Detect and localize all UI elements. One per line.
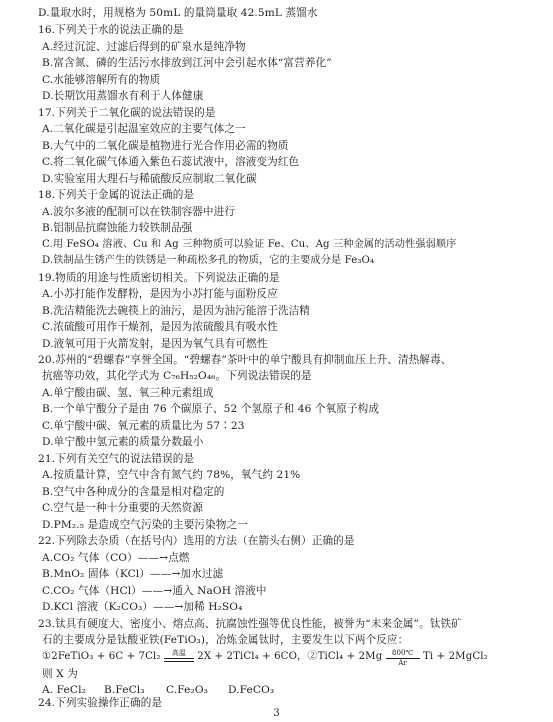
condition-2-bottom: Ar — [398, 659, 407, 667]
question-22: 22.下列除去杂质（在括号内）选用的方法（在箭头右侧）正确的是 — [38, 535, 355, 547]
reaction-arrow-1 — [164, 650, 194, 662]
option-20d: D.单宁酸中氢元素的质量分数最小 — [42, 436, 204, 448]
option-19d: D.液氧可用于火箭发射，是因为氧气具有可燃性 — [42, 338, 268, 350]
option-21d: D.PM₂.₅ 是造成空气污染的主要污染物之一 — [42, 519, 248, 531]
option-20c: C.单宁酸中碳、氧元素的质量比为 57∶23 — [42, 420, 245, 432]
options-23 — [42, 683, 531, 697]
option-23a: A. FeCl₂ — [42, 684, 86, 696]
option-23c: C.Fe₂O₃ — [166, 684, 209, 696]
option-19b: B.洗洁精能洗去碗筷上的油污，是因为油污能溶于洗洁精 — [42, 305, 310, 317]
question-16: 16.下列关于水的说法正确的是 — [38, 24, 184, 36]
question-21: 21.下列有关空气的说法错误的是 — [38, 453, 195, 465]
option-16b: B.富含氮、磷的生活污水排放到江河中会引起水体“富营养化” — [42, 57, 332, 69]
question-23-cont: 石的主要成分是钛酸亚铁(FeTiO₃)，冶炼金属钛时，主要发生以下两个反应： — [42, 634, 409, 646]
option-19c: C.浓硫酸可用作干燥剂，是因为浓硫酸具有吸水性 — [42, 321, 278, 333]
question-23: 23.钛具有硬度大、密度小、熔点高、抗腐蚀性强等优良性能，被誉为“未来金属”。钛铁矿 — [38, 618, 462, 630]
option-22b: B.MnO₂ 固体（KCl）——→加水过滤 — [42, 568, 224, 580]
option-21a: A.按质量计算，空气中含有氮气约 78%，氧气约 21% — [42, 469, 301, 481]
option-23b: B.FeCl₃ — [104, 684, 145, 696]
option-18d: D.铁制品生锈产生的铁锈是一种疏松多孔的物质，它的主要成分是 Fe₃O₄ — [42, 255, 375, 266]
option-17d: D.实验室用大理石与稀硫酸反应制取二氧化碳 — [42, 173, 257, 185]
option-21c: C.空气是一种十分重要的天然资源 — [42, 502, 204, 514]
question-20: 20.苏州的“碧螺春”享誉全国。“碧螺春”茶叶中的单宁酸具有抑制血压上升、清热解毒、 — [38, 354, 452, 366]
reaction-equations — [42, 650, 531, 667]
equation-part-2: 2X + 2TiCl₄ + 6CO，②TiCl₄ + 2Mg — [197, 651, 383, 662]
option-16c: C.水能够溶解所有的物质 — [42, 74, 161, 86]
question-24: 24.下列实验操作正确的是 — [38, 697, 163, 709]
condition-1: 高温 — [171, 649, 187, 657]
equation-part-1: ①2FeTiO₃ + 6C + 7Cl₂ — [42, 651, 161, 662]
question-18: 18.下列关于金属的说法正确的是 — [38, 189, 195, 201]
option-19a: A.小苏打能作发酵粉，是因为小苏打能与面粉反应 — [42, 288, 278, 300]
option-17a: A.二氧化碳是引起温室效应的主要气体之一 — [42, 123, 246, 135]
option-18c: C.用 FeSO₄ 溶液、Cu 和 Ag 三种物质可以验证 Fe、Cu、Ag 三种金属的活动性强弱顺序 — [42, 239, 457, 250]
option-17c: C.将二氧化碳气体通入紫色石蕊试液中，溶液变为红色 — [42, 156, 300, 168]
option-16a: A.经过沉淀、过滤后得到的矿泉水是纯净物 — [42, 41, 246, 53]
option-21b: B.空气中各种成分的含量是相对稳定的 — [42, 486, 225, 498]
option-17b: B.大气中的二氧化碳是植物进行光合作用必需的物质 — [42, 140, 289, 152]
option-20b: B.一个单宁酸分子是由 76 个碳原子、52 个氢原子和 46 个氧原子构成 — [42, 403, 380, 415]
equation-part-3: Ti + 2MgCl₂ — [423, 651, 488, 662]
option-16d: D.长期饮用蒸馏水有利于人体健康 — [42, 90, 204, 102]
option-22c: C.CO₂ 气体（HCl）——→通入 NaOH 溶液中 — [42, 585, 267, 597]
question-23-x: 则 X 为 — [42, 668, 78, 680]
condition-2-top: 800℃ — [391, 649, 414, 657]
question-19: 19.物质的用途与性质密切相关。下列说法正确的是 — [38, 272, 280, 284]
option-22d: D.KCl 溶液（K₂CO₃）——→加稀 H₂SO₄ — [42, 601, 243, 613]
option-22a: A.CO₂ 气体（CO）——→点燃 — [42, 552, 190, 564]
text-line: D.量取水时，用规格为 50mL 的量筒量取 42.5mL 蒸馏水 — [38, 7, 318, 19]
question-20-cont: 抗癌等功效，其化学式为 C₇₆H₅₂O₄₆。下列说法错误的是 — [42, 370, 312, 382]
reaction-arrow-2 — [386, 650, 420, 667]
question-17: 17.下列关于二氧化碳的说法错误的是 — [38, 107, 216, 119]
page-number: 3 — [273, 708, 280, 719]
option-23d: D.FeCO₃ — [228, 684, 275, 696]
option-20a: A.单宁酸由碳、氢、氧三种元素组成 — [42, 387, 214, 399]
option-18a: A.波尔多液的配制可以在铁制容器中进行 — [42, 206, 236, 218]
option-18b: B.铝制品抗腐蚀能力较铁制品强 — [42, 222, 193, 234]
